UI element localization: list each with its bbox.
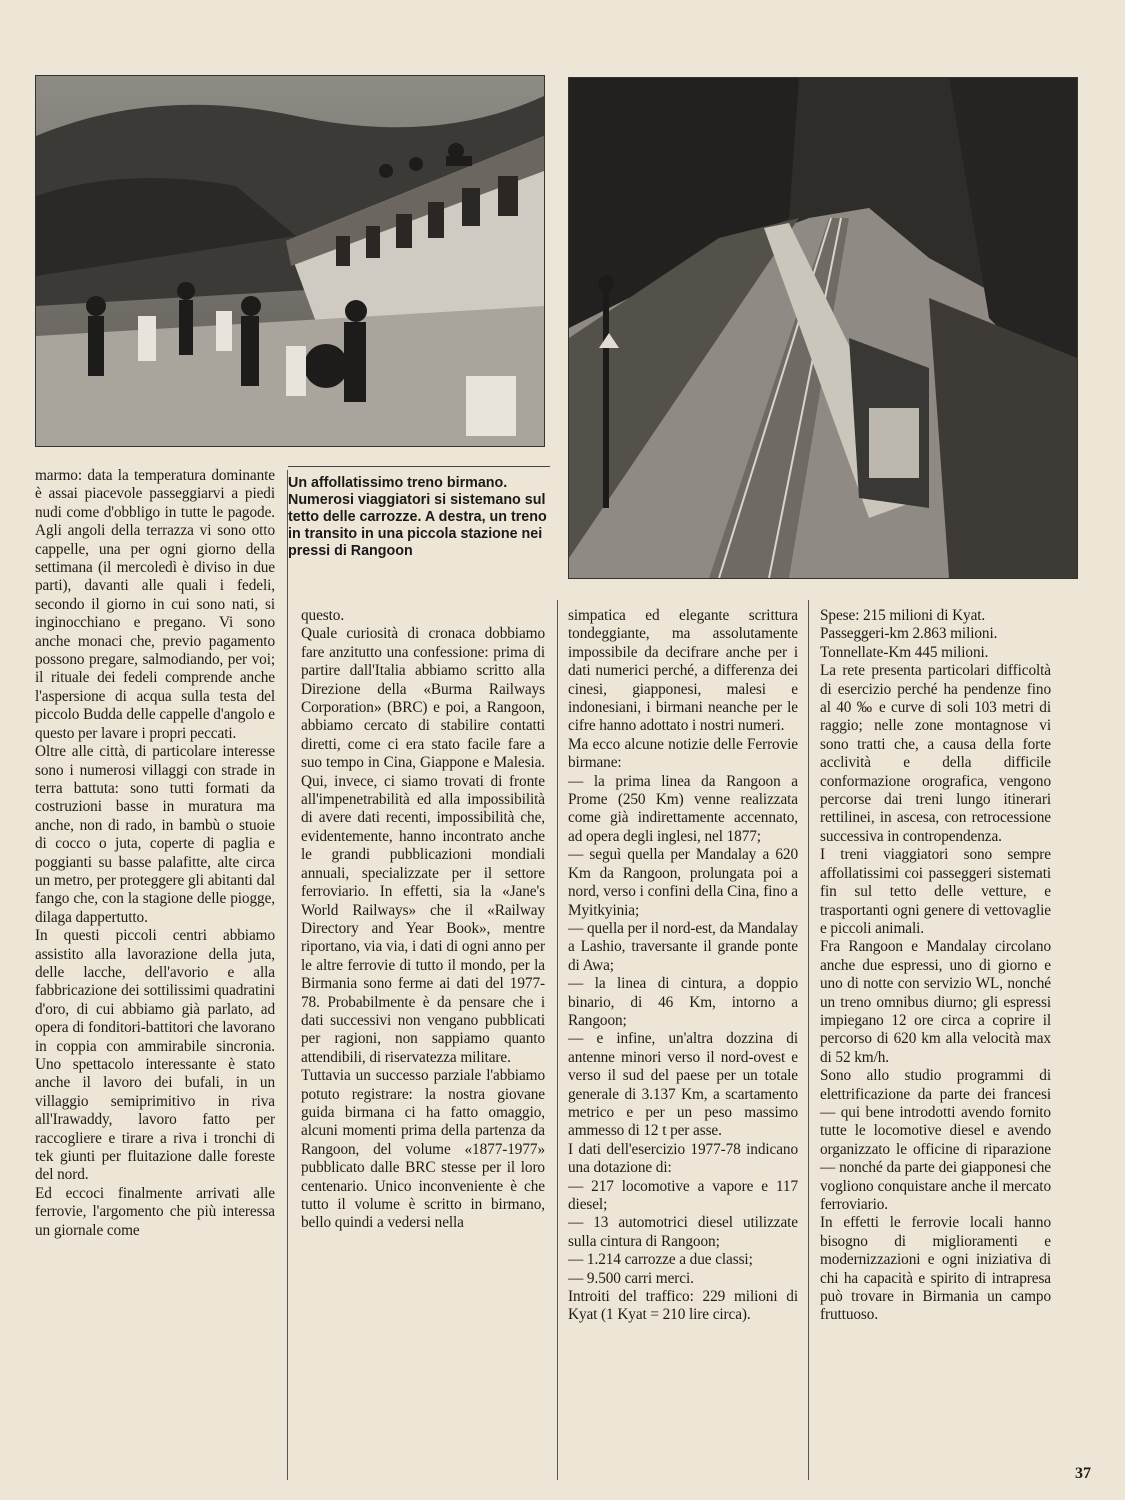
- paragraph: In questi piccoli centri abbiamo assistito alla lavorazione della juta, delle lacche, dell'avorio e alla fabbricazione dei sottilissimi quadratini d'oro, di cui abbiamo già parlato, ad opera di fonditori-battitori che lavorano in coppia con ammirabile sincronia. Uno spettacolo interessante è stato anche il lavoro dei bufali, in un villaggio semiprimitivo in riva all'Irawaddy, lavoro fatto per raccogliere e tirare a riva i tronchi di tek giunti per fluitazione dalle foreste del nord.: [35, 927, 275, 1184]
- paragraph: — 13 automotrici diesel utilizzate sulla cintura di Rangoon;: [568, 1214, 798, 1250]
- column-rule: [557, 600, 558, 1480]
- paragraph: — quella per il nord-est, da Mandalay a Lashio, traversante il grande ponte di Awa;: [568, 919, 798, 974]
- paragraph: simpatica ed elegante scrittura tondeggiante, ma assolutamente impossibile da decifrare anche per i dati numerici perché, a differenza dei cinesi, giapponesi, malesi e indonesiani, i birmani neanche per le cifre hanno adottato i nostri numeri.: [568, 607, 798, 735]
- column-rule: [287, 470, 288, 1480]
- paragraph: Oltre alle città, di particolare interesse sono i numerosi villaggi con strade in terra battuta: sono tutti formati da costruzioni basse in muratura ma anche, non di rado, in bambù o stuoie di cocco o juta, coperte di paglia e poggianti su basse palafitte, alte circa un metro, per proteggere gli abitanti dal fango che, con la stagione delle piogge, dilaga dappertutto.: [35, 743, 275, 926]
- paragraph: Tonnellate-Km 445 milioni.: [820, 643, 989, 661]
- paragraph: — la linea di cintura, a doppio binario, di 46 Km, intorno a Rangoon;: [568, 975, 798, 1029]
- paragraph: — la prima linea da Rangoon a Prome (250 Km) venne realizzata come già indirettamente accennato, ad opera degli inglesi, nel 1877;: [568, 772, 798, 845]
- paragraph: Spese: 215 milioni di Kyat.: [820, 607, 986, 624]
- photo-station-train: [568, 77, 1078, 579]
- paragraph: Tuttavia un successo parziale l'abbiamo potuto registrare: la nostra giovane guida birmana ci ha fatto omaggio, alcuni momenti prima della partenza da Rangoon, del volume «1877-1977» pubblicato dalle BRC stesse per il loro centenario. Unico inconveniente è che tutto il volume è scritto in birmano, bello quindi a vedersi nella: [301, 1067, 545, 1232]
- paragraph: Quale curiosità di cronaca dobbiamo fare anzitutto una confessione: prima di partire dall'Italia abbiamo scritto alla Direzione della «Burma Railways Corporation» (BRC) e poi, a Rangoon, abbiamo cercato di stabilire contatti diretti, come ci era stato facile fare a suo tempo in Cina, Giappone e Malesia. Qui, invece, ci siamo trovati di fronte all'impenetrabilità ed alla impossibilità di avere dati recenti, impossibilità che, evidentemente, hanno incontrato anche le grandi pubblicazioni mondiali annuali, specializzate per il settore ferroviario. In effetti, sia la «Jane's World Railways» che il «Railway Directory and Year Book», mentre riportano, via via, i dati di ogni anno per le altre ferrovie di tutto il mondo, per la Birmania sono ferme ai dati del 1977-78. Probabilmente è da pensare che i dati successivi non vengano pubblicati per ragioni, non sappiamo quanto attendibili, di riservatezza militare.: [301, 625, 545, 1066]
- paragraph: Fra Rangoon e Mandalay circolano anche due espressi, uno di giorno e uno di notte con servizio WL, nonché un treno omnibus diurno; gli espressi impiegano 12 ore circa a coprire il percorso di 620 km alla velocità max di 52 km/h.: [820, 938, 1051, 1066]
- paragraph: La rete presenta particolari difficoltà di esercizio perché ha pendenze fino al 40 ‰ e curve di soli 103 metri di raggio; nelle zone montagnose vi sono tratti che, a causa della forte acclività e della difficile conformazione orografica, vengono percorse dai treni lungo itinerari rettilinei, in ascesa, con retrocessione successiva in contropendenza.: [820, 662, 1051, 845]
- text-column-4: [820, 607, 1051, 1325]
- photo-caption: Un affollatissimo treno birmano. Numerosi viaggiatori si sistemano sul tetto delle carrozze. A destra, un treno in transito in una piccola stazione nei pressi di Rangoon: [288, 466, 550, 560]
- text-column-3: [568, 607, 798, 1325]
- paragraph: questo.: [301, 607, 345, 624]
- paragraph: — 9.500 carri merci.: [568, 1269, 694, 1287]
- paragraph: In effetti le ferrovie locali hanno bisogno di miglioramenti e modernizzazioni e ogni iniziativa di chi ha capacità e spirito di intrapresa può trovare in Birmania un campo fruttuoso.: [820, 1214, 1051, 1324]
- photo-crowded-train: [35, 75, 545, 447]
- paragraph: — 1.214 carrozze a due classi;: [568, 1251, 753, 1269]
- paragraph: Introiti del traffico: 229 milioni di Kyat (1 Kyat = 210 lire circa).: [568, 1288, 798, 1324]
- paragraph: I treni viaggiatori sono sempre affollatissimi coi passeggeri sistemati fin sul tetto delle vetture, e trasportanti ogni genere di vettovaglie e piccoli animali.: [820, 846, 1051, 937]
- paragraph: Sono allo studio programmi di elettrificazione da parte dei francesi — qui bene introdotti avendo fornito tutte le locomotive diesel e avendo organizzato le officine di riparazione — nonché da parte dei giapponesi che vogliono conquistare anche il mercato ferroviario.: [820, 1067, 1051, 1213]
- paragraph: — 217 locomotive a vapore e 117 diesel;: [568, 1177, 798, 1213]
- paragraph: Passeggeri-km 2.863 milioni.: [820, 625, 998, 643]
- column-rule: [808, 600, 809, 1480]
- paragraph: Ma ecco alcune notizie delle Ferrovie birmane:: [568, 735, 798, 772]
- paragraph: — e infine, un'altra dozzina di antenne minori verso il nord-ovest e verso il sud del paese per un totale generale di 3.137 Km, a scartamento metrico e per un peso massimo ammesso di 12 t per asse.: [568, 1030, 798, 1140]
- page-number: 37: [1075, 1465, 1091, 1482]
- paragraph: — seguì quella per Mandalay a 620 Km da Rangoon, prolungata poi a nord, verso i confini della Cina, fino a Myitkyinia;: [568, 846, 798, 919]
- paragraph: marmo: data la temperatura dominante è assai piacevole passeggiarvi a piedi nudi come d'obbligo in tutte le pagode. Agli angoli della terrazza vi sono otto cappelle, una per ogni giorno della settimana (il mercoledì è diviso in due parti), davanti alle quali i fedeli, secondo il giorno in cui sono nati, si inginocchiano e pregano. Vi sono anche monaci che, previo pagamento possono pregare, salmodiando, per voi; il rituale dei fedeli comprende anche l'aspersione di acqua sulla testa del piccolo Budda delle cappelle d'angolo e questo per lavare i propri peccati.: [35, 467, 275, 742]
- text-column-1: [35, 467, 275, 1240]
- paragraph: I dati dell'esercizio 1977-78 indicano una dotazione di:: [568, 1140, 798, 1177]
- text-column-2: [301, 607, 545, 1233]
- paragraph: Ed eccoci finalmente arrivati alle ferrovie, l'argomento che più interessa un giornale come: [35, 1184, 275, 1239]
